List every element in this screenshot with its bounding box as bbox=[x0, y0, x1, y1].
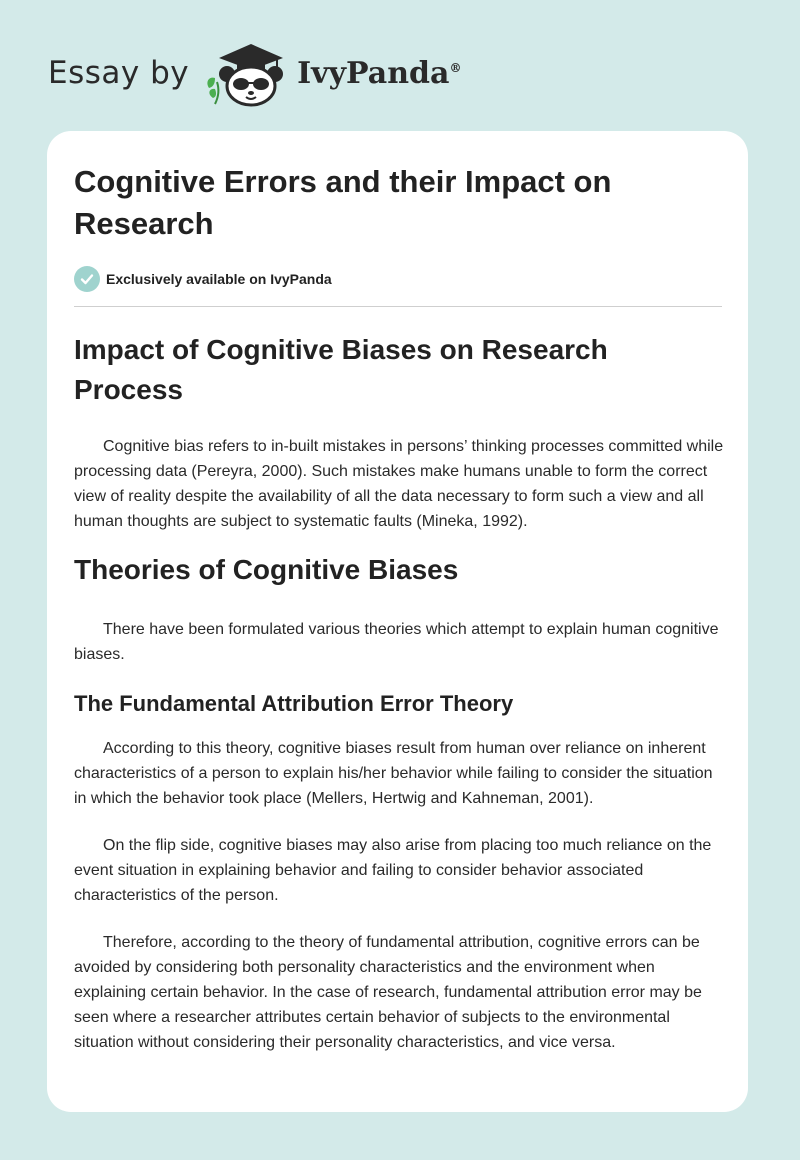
page-title: Cognitive Errors and their Impact on Research bbox=[74, 164, 612, 241]
section-heading: Impact of Cognitive Biases on Research Process bbox=[74, 334, 608, 405]
subsection-heading: The Fundamental Attribution Error Theory bbox=[74, 691, 514, 716]
essay-by-label: Essay by bbox=[48, 55, 190, 91]
paragraph: There have been formulated various theories which attempt to explain human cognitive biases. bbox=[74, 621, 719, 663]
paragraph: According to this theory, cognitive biases result from human over reliance on inherent characteristics of a person to explain his/her behavior while failing to consider the situation in which the behavior took place (Mellers, Hertwig and Kahneman, 2001). bbox=[74, 740, 713, 807]
brand-name: IvyPanda® bbox=[297, 55, 462, 91]
paragraph: Therefore, according to the theory of fundamental attribution, cognitive errors can be avoided by considering both personality characteristics and the environment when explaining certain behavior. In the case of research, fundamental attribution error may be seen where a researcher attributes certain behavior of subjects to the environmental situation without considering their personality characteristics, and vice versa. bbox=[74, 934, 702, 1051]
panda-graduate-icon bbox=[203, 38, 293, 108]
divider bbox=[74, 306, 722, 307]
exclusive-badge bbox=[74, 266, 724, 292]
site-header bbox=[48, 38, 648, 108]
paragraph: Cognitive bias refers to in-built mistakes in persons’ thinking processes committed while processing data (Pereyra, 2000). Such mistakes make humans unable to form the correct view of reality despite the availability of all the data necessary to form such a view and all human thoughts are subject to systematic faults (Mineka, 1992). bbox=[74, 438, 724, 530]
paragraph: On the flip side, cognitive biases may also arise from placing too much reliance on the event situation in explaining behavior and failing to consider behavior associated characteristics of the person. bbox=[74, 837, 712, 904]
essay-card bbox=[47, 131, 748, 1112]
check-icon bbox=[74, 266, 100, 292]
section-heading: Theories of Cognitive Biases bbox=[74, 554, 459, 585]
badge-text: Exclusively available on IvyPanda bbox=[106, 271, 332, 287]
essay-content bbox=[74, 161, 724, 1055]
